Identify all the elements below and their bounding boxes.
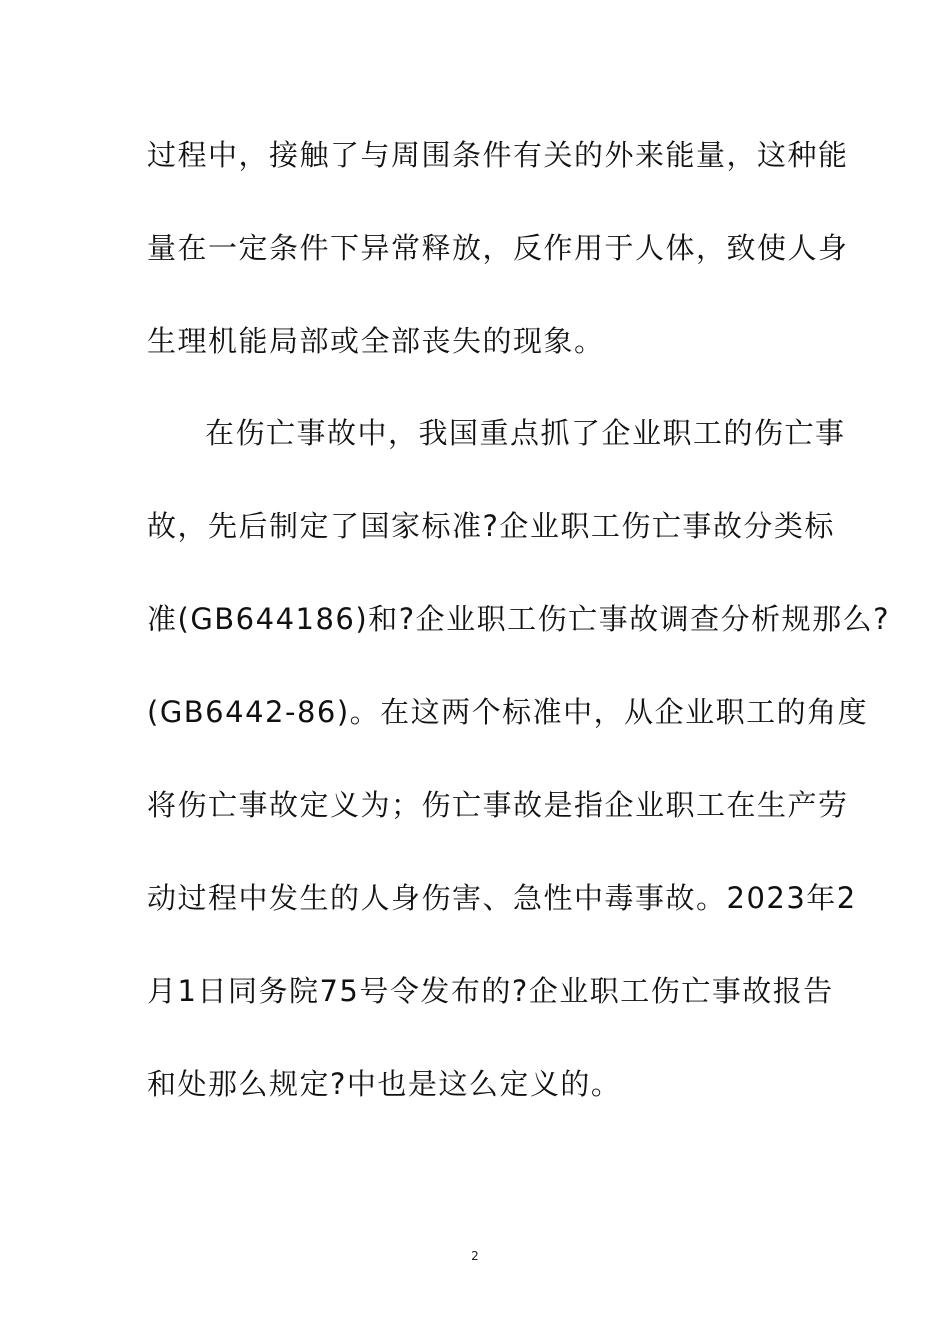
text-line: 量在一定条件下异常释放，反作用于人体，致使人身 <box>147 231 849 265</box>
paragraph-first-line: 在伤亡事故中，我国重点抓了企业职工的伤亡事 <box>205 416 846 450</box>
text-line: 准(GB644186)和?企业职工伤亡事故调查分析规那么? <box>147 602 890 636</box>
text-line: 过程中，接触了与周围条件有关的外来能量，这种能 <box>147 138 849 172</box>
text-line: 生理机能局部或全部丧失的现象。 <box>147 324 605 358</box>
text-line: 将伤亡事故定义为；伤亡事故是指企业职工在生产劳 <box>147 788 849 822</box>
page-number: 2 <box>471 1249 479 1263</box>
text-line: 月1日同务院75号令发布的?企业职工伤亡事故报告 <box>147 974 834 1008</box>
text-line: (GB6442-86)。在这两个标准中，从企业职工的角度 <box>147 695 869 729</box>
text-line: 故，先后制定了国家标准?企业职工伤亡事故分类标 <box>147 509 835 543</box>
text-line: 和处那么规定?中也是这么定义的。 <box>147 1067 622 1101</box>
text-line: 动过程中发生的人身伤害、急性中毒事故。2023年2 <box>147 881 857 915</box>
